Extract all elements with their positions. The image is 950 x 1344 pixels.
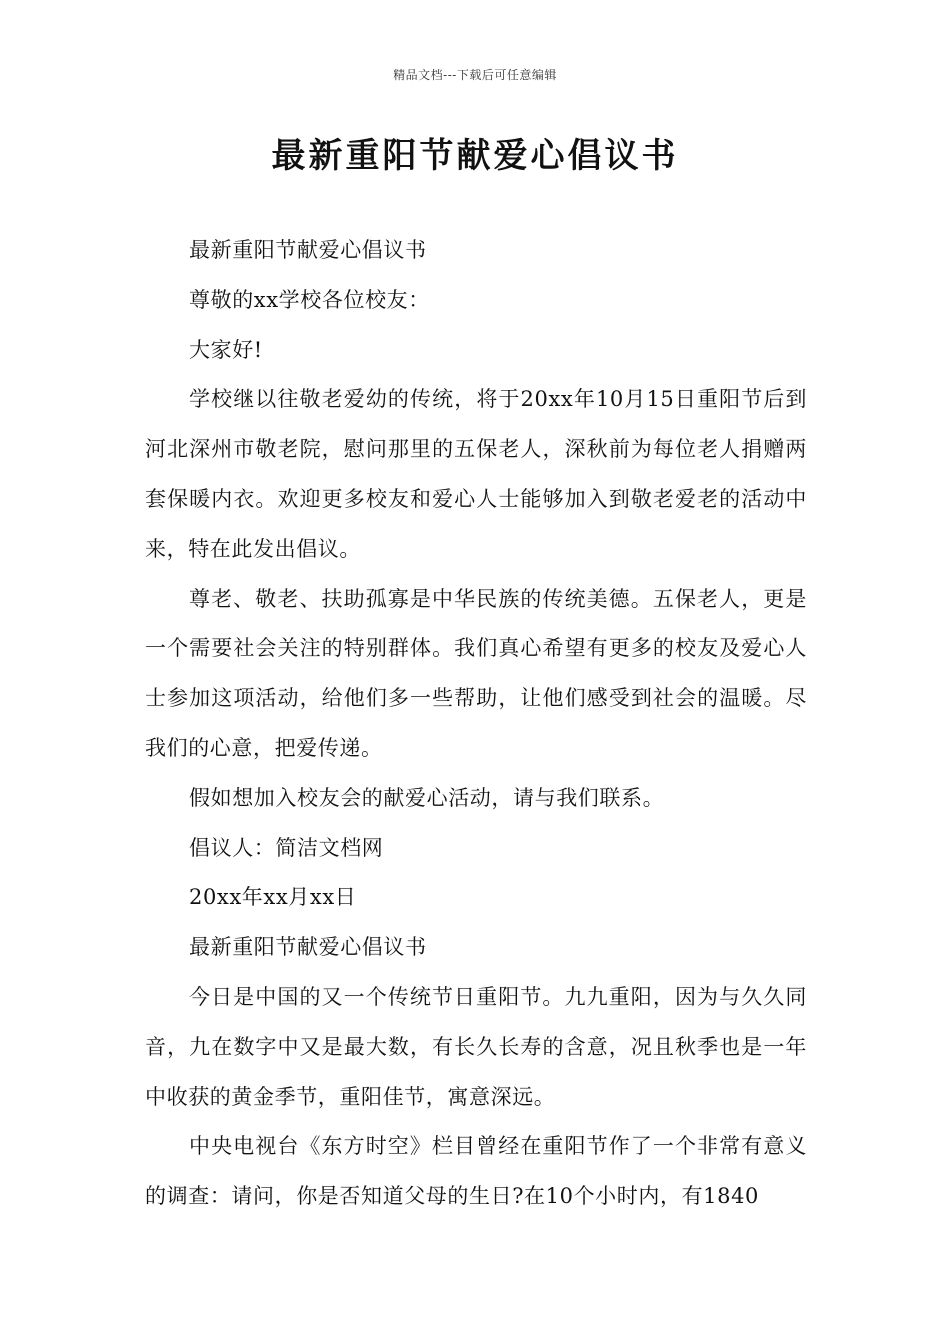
document-title: 最新重阳节献爱心倡议书 [271, 136, 679, 176]
document-body [145, 226, 807, 1222]
paragraph-announcement: 学校继以往敬老爱幼的传统，将于20xx年10月15日重阳节后到河北深州市敬老院，慰问那里的五保老人，深秋前为每位老人捐赠两套保暖内衣。欢迎更多校友和爱心人士能够加入到敬老爱老的活动中来，特在此发出倡议。 [145, 387, 807, 561]
paragraph-greeting: 大家好! [189, 337, 263, 362]
paragraph-contact: 假如想加入校友会的献爱心活动，请与我们联系。 [189, 785, 665, 810]
paragraph-survey: 中央电视台《东方时空》栏目曾经在重阳节作了一个非常有意义的调查：请问，你是否知道父母的生日?在10个小时内，有1840 [145, 1134, 807, 1209]
paragraph-initiator: 倡议人：简洁文档网 [189, 835, 384, 860]
paragraph-virtue: 尊老、敬老、扶助孤寡是中华民族的传统美德。五保老人，更是一个需要社会关注的特别群体。我们真心希望有更多的校友及爱心人士参加这项活动，给他们多一些帮助，让他们感受到社会的温暖。尽我们的心意，把爱传递。 [145, 586, 807, 760]
paragraph-second-title: 最新重阳节献爱心倡议书 [189, 935, 427, 960]
paragraph-date: 20xx年xx月xx日 [189, 885, 357, 910]
paragraph-festival: 今日是中国的又一个传统节日重阳节。九九重阳，因为与久久同音，九在数字中又是最大数，有长久长寿的含意，况且秋季也是一年中收获的黄金季节，重阳佳节，寓意深远。 [145, 984, 807, 1109]
paragraph-subtitle: 最新重阳节献爱心倡议书 [189, 238, 427, 262]
header-note: 精品文档---下载后可任意编辑 [393, 68, 557, 82]
paragraph-salutation: 尊敬的xx学校各位校友： [189, 287, 430, 312]
